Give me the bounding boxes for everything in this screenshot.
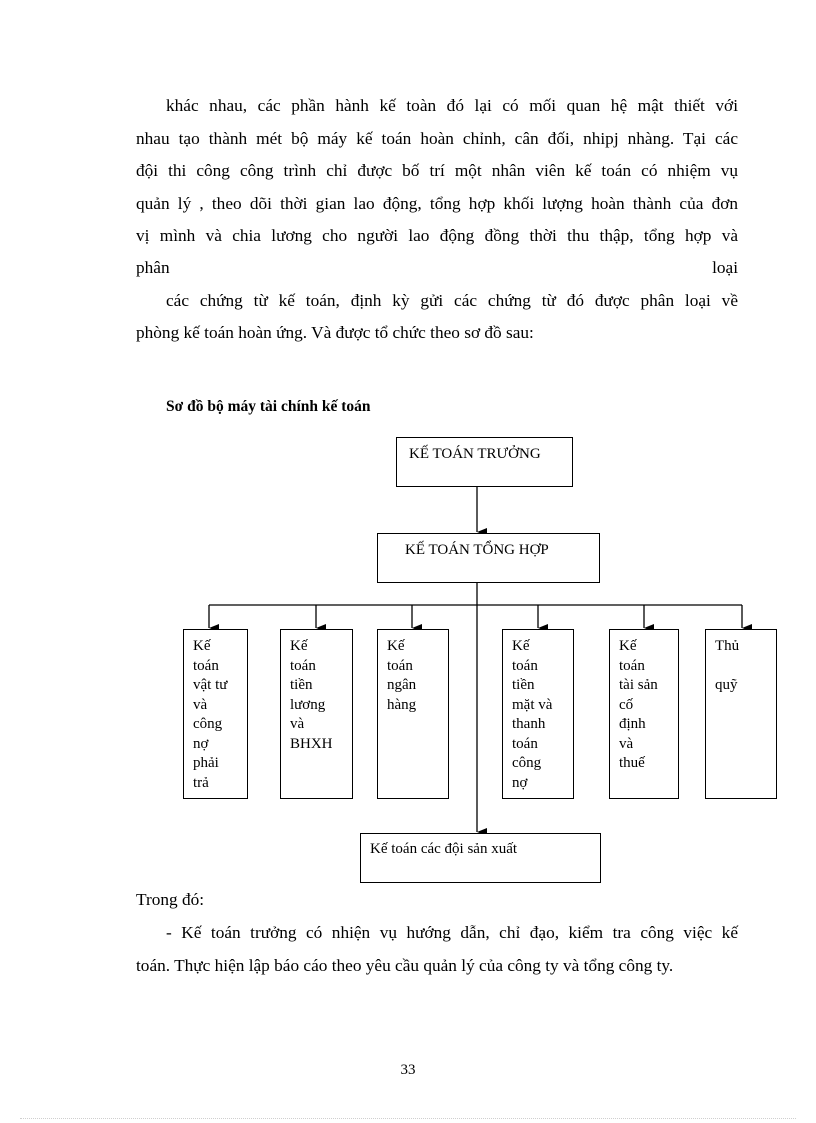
page-number: 33 [400,1062,416,1078]
body-text-line: phòng kế toán hoàn ứng. Và được tổ chức theo sơ đồ sau: [136,323,534,342]
box-label: Thủ quỹ [715,638,740,693]
box-branch-cash [502,629,574,799]
body-text-line: quản lý , theo dõi thời gian lao động, tổng hợp khối lượng hoàn thành của đơn [136,194,738,213]
box-branch-treasurer [705,629,777,799]
box-general-accountant [377,533,600,583]
box-chief-accountant [396,437,573,487]
box-label: Kế toán ngân hàng [387,638,417,713]
box-label: Kế toán các đội sản xuất [370,841,518,857]
section-label: Trong đó: [136,890,205,909]
box-team-accountants [360,833,601,883]
box-branch-assets-tax [609,629,679,799]
box-branch-payroll [280,629,353,799]
body-text-line: đội thi công công trình chỉ được bố trí một nhân viên kế toán có nhiệm vụ [136,161,738,180]
box-label: KẾ TOÁN TỔNG HỢP [405,542,549,558]
diagram-title: Sơ đồ bộ máy tài chính kế toán [166,398,371,415]
body-text-line: - Kế toán trưởng có nhiện vụ hướng dẫn, chỉ đạo, kiểm tra công việc kế [166,923,738,942]
body-text-line: khác nhau, các phần hành kế toàn đó lại có mối quan hệ mật thiết với [166,96,738,115]
box-label: Kế toán vật tư và công nợ phải trả [193,638,228,791]
box-label: Kế toán tiền lương và BHXH [290,638,333,752]
body-text-line: nhau tạo thành mét bộ máy kế toán hoàn chỉnh, cân đối, nhipj nhàng. Tại các [136,129,738,148]
body-text-line: toán. Thực hiện lập báo cáo theo yêu cầu quản lý của công ty và tổng công ty. [136,956,674,975]
box-branch-materials [183,629,248,799]
box-label: Kế toán tài sản cố định và thuế [619,638,658,771]
body-text-line: các chứng từ kế toán, định kỳ gửi các chứng từ đó được phân loại về [166,291,738,310]
box-label: KẾ TOÁN TRƯỞNG [409,446,541,462]
box-branch-bank [377,629,449,799]
body-text-split-left: phân [136,258,170,277]
box-label: Kế toán tiền mặt và thanh toán công nợ [512,638,553,791]
body-text-split-right: loại [712,258,738,277]
body-text-line: vị mình và chia lương cho người lao động đồng thời thu thập, tổng hợp và [136,226,738,245]
page-bottom-border [20,1118,796,1119]
